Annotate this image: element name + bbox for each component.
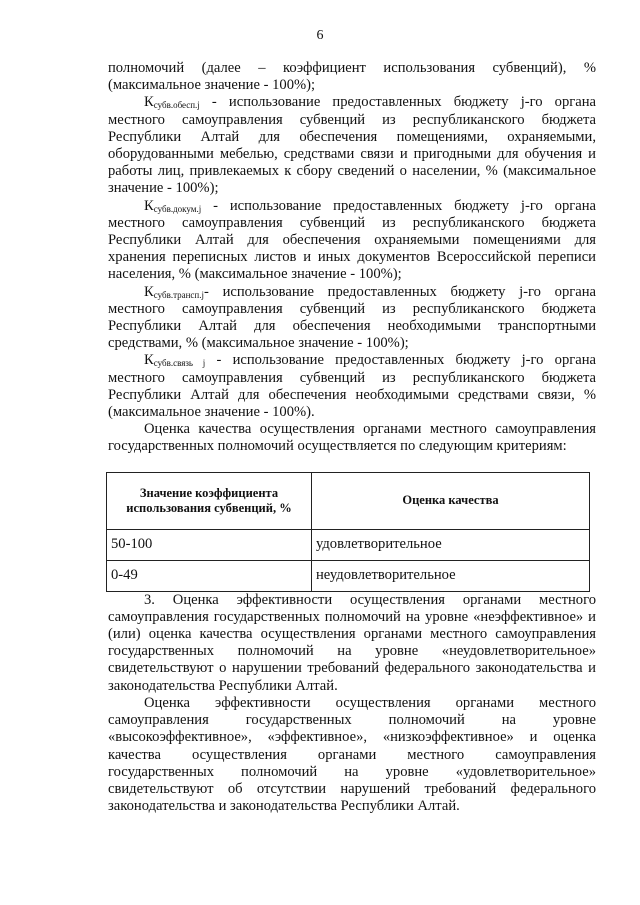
coef-symbol: К <box>144 197 154 214</box>
definition-text: - использование предоставленных бюджету j-го органа местного самоуправления субвенций из республиканского бюджета Республики Алтай для обеспечения необходимыми средствами связи, % (максимальное значение - 100%). <box>108 352 596 421</box>
definition-text: - использование предоставленных бюджету j-го органа местного самоуправления субвенций из республиканского бюджета Республики Алтай для обеспечения охраняемыми помещениями для хранения переписных листов и иных документов Всероссийской переписи населения, % (максимальное значение - 100%); <box>108 197 596 283</box>
document-body <box>108 60 596 815</box>
header-quality: Оценка качества <box>312 472 590 529</box>
paragraph-continuation: полномочий (далее – коэффициент использования субвенций), % (максимальное значение - 100%); <box>108 60 596 94</box>
quality-criteria-intro: Оценка качества осуществления органами местного самоуправления государственных полномочий осуществляется по следующим критериям: <box>108 421 596 455</box>
coef-subscript: субв.связь j <box>153 358 206 369</box>
cell-range: 0-49 <box>107 560 312 591</box>
coef-subscript: субв.обесп.j <box>153 100 200 111</box>
criteria-table-wrapper <box>106 472 596 592</box>
page-number: 6 <box>316 28 324 43</box>
definition-k-transp <box>108 284 596 353</box>
table-header-row <box>107 472 590 529</box>
section-3-paragraph: 3. Оценка эффективности осуществления органами местного самоуправления государственных полномочий на уровне «неэффективное» и (или) оценка качества осуществления органами местного самоуправления государственных полномочий на уровне «неудовлетворительное» свидетельствуют о нарушении требований федерального законодательства и законодательства Республики Алтай. <box>108 591 596 694</box>
definition-text: - использование предоставленных бюджету j-го органа местного самоуправления субвенций из республиканского бюджета Республики Алтай для обеспечения необходимыми транспортными средствами, % (максимальное значение - 100%); <box>108 283 596 352</box>
definition-k-svyaz <box>108 352 596 421</box>
cell-rating: удовлетворительное <box>312 529 590 560</box>
header-coefficient: Значение коэффициента использования субвенций, % <box>107 472 312 529</box>
definition-k-dokum <box>108 198 596 284</box>
cell-range: 50-100 <box>107 529 312 560</box>
coef-subscript: субв.докум.j <box>153 203 202 214</box>
definition-text: - использование предоставленных бюджету j-го органа местного самоуправления субвенций из республиканского бюджета Республики Алтай для обеспечения помещениями, охраняемыми, оборудованными мебелью, средствами связи и пригодными для обучения и работы лиц, привлекаемых к сбору сведений о населении, % (максимальное значение - 100%); <box>108 94 596 197</box>
criteria-table <box>106 472 590 592</box>
coef-subscript: субв.трансп.j <box>153 289 204 300</box>
definition-k-obesp <box>108 94 596 197</box>
coef-symbol: К <box>144 283 154 300</box>
section-3-conclusion: Оценка эффективности осуществления органами местного самоуправления государственных полномочий на уровне «высокоэффективное», «эффективное», «низкоэффективное» и оценка качества осуществления органами местного самоуправления государственных полномочий на уровне «удовлетворительное» свидетельствуют об отсутствии нарушений требований федерального законодательства и законодательства Республики Алтай. <box>108 694 596 815</box>
coef-symbol: К <box>144 94 154 111</box>
cell-rating: неудовлетворительное <box>312 560 590 591</box>
table-row <box>107 560 590 591</box>
coef-symbol: К <box>144 352 154 369</box>
table-row <box>107 529 590 560</box>
